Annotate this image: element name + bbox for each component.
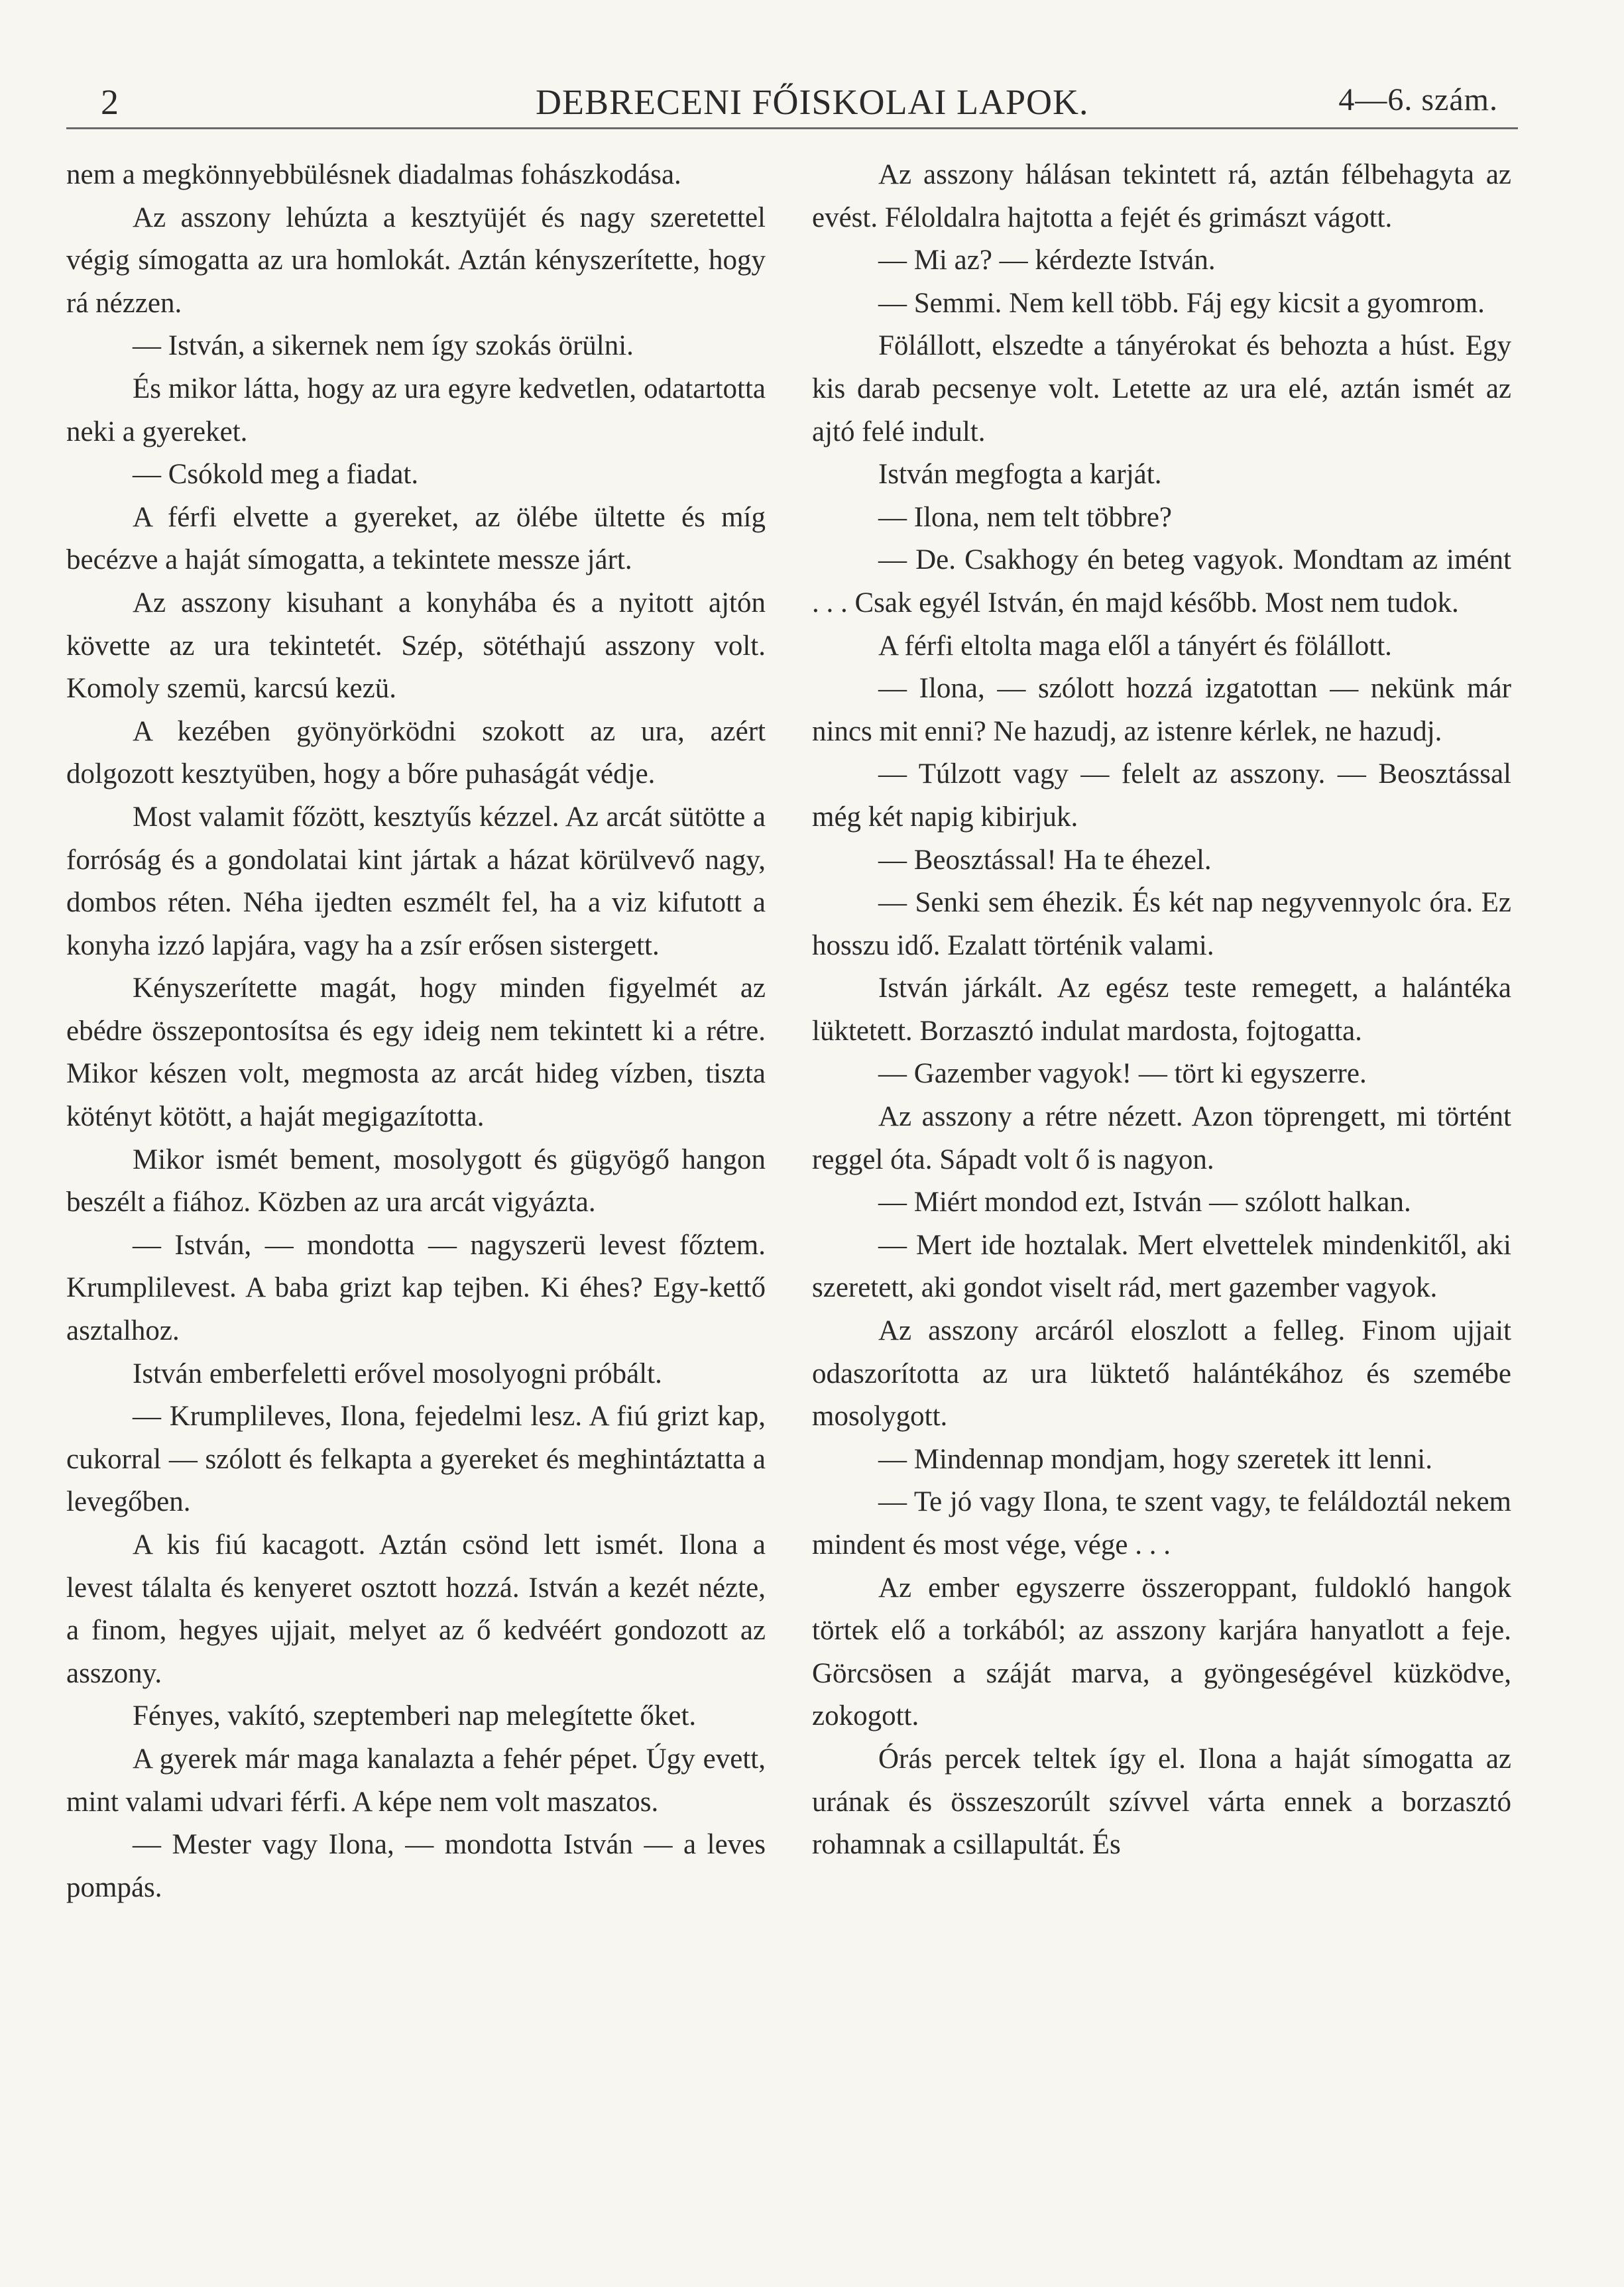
paragraph: Mikor ismét bement, mosolygott és gügyögő hangon beszélt a fiához. Közben az ura arcát vigyázta. xyxy=(66,1144,766,1218)
paragraph: Az ember egyszerre összeroppant, fuldokló hangok törtek elő a torkából; az asszony karjára hanyatlott a feje. Görcsösen a száját marva, a gyöngeségével küzködve, zokogott. xyxy=(812,1572,1511,1732)
paragraph: Órás percek teltek így el. Ilona a haját símogatta az urának és összeszorúlt szívvel várta ennek a borzasztó rohamnak a csillapultát. És xyxy=(812,1743,1511,1861)
paragraph: — István, — mondotta — nagyszerü levest főztem. Krumplilevest. A baba grizt kap tejben. Ki éhes? Egy-kettő asztalhoz. xyxy=(66,1229,766,1347)
paragraph: Fölállott, elszedte a tányérokat és behozta a húst. Egy kis darab pecsenye volt. Letette az ura elé, aztán ismét az ajtó felé indult. xyxy=(812,330,1511,447)
paragraph: — Krumplileves, Ilona, fejedelmi lesz. A fiú grizt kap, cukorral — szólott és felkapta a gyereket és meghintáztatta a levegőben. xyxy=(66,1401,766,1518)
paragraph: István megfogta a karját. xyxy=(878,459,1162,491)
paragraph: A gyerek már maga kanalazta a fehér pépet. Úgy evett, mint valami udvari férfi. A képe nem volt maszatos. xyxy=(66,1743,766,1818)
paragraph: István emberfeletti erővel mosolyogni próbált. xyxy=(133,1358,662,1389)
paragraph: Fényes, vakító, szeptemberi nap melegítette őket. xyxy=(133,1700,697,1732)
paragraph: Az asszony hálásan tekintett rá, aztán félbehagyta az evést. Féloldalra hajtotta a fejét és grimászt vágott. xyxy=(812,159,1511,233)
paragraph: — Mi az? — kérdezte István. xyxy=(878,245,1216,276)
paragraph: A férfi elvette a gyereket, az ölébe ültette és míg becézve a haját símogatta, a tekintete messze járt. xyxy=(66,501,766,576)
paragraph: — Miért mondod ezt, István — szólott halkan. xyxy=(878,1187,1411,1218)
paragraph: — Te jó vagy Ilona, te szent vagy, te feláldoztál nekem mindent és most vége, vége . . . xyxy=(812,1486,1511,1560)
issue-label: 4—6. szám. xyxy=(1338,82,1498,117)
paragraph: A kis fiú kacagott. Aztán csönd lett ismét. Ilona a levest tálalta és kenyeret osztott hozzá. István a kezét nézte, a finom, hegyes ujjait, melyet az ő kedvéért gondozott az asszony. xyxy=(66,1529,766,1689)
page-number: 2 xyxy=(101,82,119,122)
paragraph: — Mester vagy Ilona, — mondotta István — a leves pompás. xyxy=(66,1829,766,1903)
paragraph: A kezében gyönyörködni szokott az ura, azért dolgozott kesztyüben, hogy a bőre puhaságát védje. xyxy=(66,715,766,790)
paragraph: Az asszony arcáról eloszlott a felleg. Finom ujjait odaszorította az ura lüktető halántékához és szemébe mosolygott. xyxy=(812,1315,1511,1433)
paragraph: — Csókold meg a fiadat. xyxy=(133,459,419,491)
paragraph: — Mert ide hoztalak. Mert elvettelek mindenkitől, aki szeretett, aki gondot viselt rád, mert gazember vagyok. xyxy=(812,1229,1511,1304)
journal-title: DEBRECENI FŐISKOLAI LAPOK. xyxy=(536,82,1089,122)
running-header xyxy=(86,70,1511,123)
paragraph: Most valamit főzött, kesztyűs kézzel. Az arcát sütötte a forróság és a gondolatai kint jártak a házat körülvevő nagy, dombos réten. Néha ijedten eszmélt fel, ha a viz kifutott a konyha izzó lapjára, vagy ha a zsír erősen sistergett. xyxy=(66,801,766,961)
paragraph: nem a megkönnyebbülésnek diadalmas fohászkodása. xyxy=(66,159,681,190)
left-column xyxy=(66,154,766,1909)
paragraph: Az asszony kisuhant a konyhába és a nyitott ajtón követte az ura tekintetét. Szép, sötéthajú asszony volt. Komoly szemü, karcsú kezü. xyxy=(66,587,766,705)
paragraph: — Semmi. Nem kell több. Fáj egy kicsit a gyomrom. xyxy=(878,287,1485,319)
right-column xyxy=(812,154,1511,1867)
paragraph: A férfi eltolta maga elől a tányért és fölállott. xyxy=(878,630,1392,662)
paragraph: — Gazember vagyok! — tört ki egyszerre. xyxy=(878,1058,1367,1090)
paragraph: — István, a sikernek nem így szokás örülni. xyxy=(133,330,634,362)
paragraph: — Túlzott vagy — felelt az asszony. — Beosztással még két napig kibirjuk. xyxy=(812,758,1511,833)
paragraph: — Senki sem éhezik. És két nap negyvennyolc óra. Ez hosszu idő. Ezalatt történik valami. xyxy=(812,887,1511,961)
paragraph: — De. Csakhogy én beteg vagyok. Mondtam az imént . . . Csak egyél István, én majd később. Most nem tudok. xyxy=(812,544,1511,618)
paragraph: Az asszony lehúzta a kesztyüjét és nagy szeretettel végig símogatta az ura homlokát. Aztán kényszerítette, hogy rá nézzen. xyxy=(66,202,766,319)
paragraph: Kényszerítette magát, hogy minden figyelmét az ebédre összepontosítsa és egy ideig nem tekintett ki a rétre. Mikor készen volt, megmosta az arcát hideg vízben, tiszta kötényt kötött, a haját megigazította. xyxy=(66,972,766,1133)
paragraph: — Mindennap mondjam, hogy szeretek itt lenni. xyxy=(878,1443,1432,1475)
paragraph: — Ilona, nem telt többre? xyxy=(878,501,1172,533)
paragraph: És mikor látta, hogy az ura egyre kedvetlen, odatartotta neki a gyereket. xyxy=(66,373,766,447)
paragraph: Az asszony a rétre nézett. Azon töprengett, mi történt reggel óta. Sápadt volt ő is nagyon. xyxy=(812,1101,1511,1175)
header-rule xyxy=(66,127,1518,129)
paragraph: — Beosztással! Ha te éhezel. xyxy=(878,844,1212,876)
paragraph: — Ilona, — szólott hozzá izgatottan — nekünk már nincs mit enni? Ne hazudj, az istenre kérlek, ne hazudj. xyxy=(812,673,1511,747)
paragraph: István járkált. Az egész teste remegett, a halántéka lüktetett. Borzasztó indulat mardosta, fojtogatta. xyxy=(812,972,1511,1047)
